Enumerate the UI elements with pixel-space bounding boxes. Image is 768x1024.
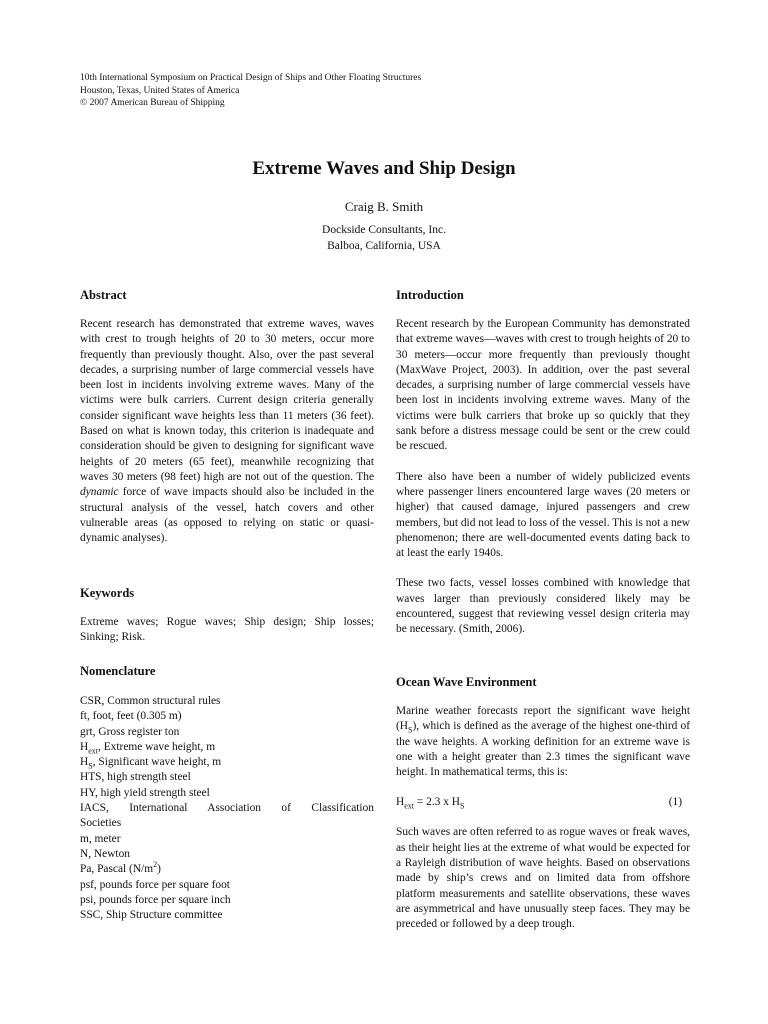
introduction-paragraph-3: These two facts, vessel losses combined with knowledge that waves larger than previously considered likely may be encountered, suggest that reviewing vessel design criteria may be necessary. (Smith, 2006). (396, 577, 690, 636)
affiliation-location: Balboa, California, USA (327, 240, 441, 252)
nomenclature-item: ft, foot, feet (0.305 m) (80, 710, 182, 723)
introduction-section (396, 287, 690, 638)
abstract-heading: Abstract (80, 288, 127, 302)
nomenclature-item: psi, pounds force per square inch (80, 893, 231, 906)
equation-number: (1) (668, 796, 682, 809)
nomenclature-item: HTS, high strength steel (80, 771, 191, 784)
abstract-text-part1: Recent research has demonstrated that extreme waves, waves with crest to trough heights of 20 to 30 meters, occur more frequently than previously thought. Also, over the past several decades, a surprising number of large commercial vessels have been lost in incidents involving extreme waves. Many of the victims were bulk carriers. Current design criteria generally consider significant wave heights less than 11 meters (36 feet). Based on what is known today, this criterion is inadequate and consideration should be given to designing for significant wave heights of 20 meters (65 feet), meanwhile recognizing that waves 30 meters (98 feet) high are not out of the question. The (80, 318, 374, 483)
equation-text: $H_{ext} = 2.3$ x $H_S$ (396, 796, 465, 811)
ocean-wave-section (396, 674, 690, 933)
nomenclature-item: N, Newton (80, 847, 130, 860)
nomenclature-item: Pa, Pascal $(N/m^2)$ (80, 860, 161, 876)
paper-title: Extreme Waves and Ship Design (252, 158, 516, 179)
affiliation-org: Dockside Consultants, Inc. (322, 224, 446, 236)
author-name: Craig B. Smith (344, 199, 424, 214)
nomenclature-list (80, 694, 374, 923)
author-affiliation (0, 222, 768, 254)
nomenclature-item: SSC, Ship Structure committee (80, 909, 223, 922)
conference-location: Houston, Texas, United States of America (80, 85, 240, 96)
introduction-heading: Introduction (396, 288, 464, 302)
abstract-text-part2: force of wave impacts should also be included in the structural analysis of the vessel, hatch covers and other vulnerable areas (as opposed to relying on static or quasi-dynamic analyses). (80, 486, 374, 545)
nomenclature-item: CSR, Common structural rules (80, 695, 221, 707)
nomenclature-item: $H_{ext}$, Extreme wave height, m (80, 740, 216, 756)
ocean-wave-heading: Ocean Wave Environment (396, 675, 537, 689)
abstract-emphasis: dynamic (80, 486, 119, 499)
nomenclature-item: HY, high yield strength steel (80, 786, 210, 799)
copyright-line: © 2007 American Bureau of Shipping (80, 98, 225, 108)
keywords-text: Extreme waves; Rogue waves; Ship design; Ship losses; Sinking; Risk. (80, 616, 374, 644)
nomenclature-item: grt, Gross register ton (80, 725, 180, 738)
equation-1 (396, 795, 690, 810)
keywords-section (80, 585, 374, 646)
keywords-heading: Keywords (80, 586, 135, 600)
introduction-paragraph-1: Recent research by the European Community has demonstrated that extreme waves—waves with crest to trough heights of 20 to 30 meters—occur more frequently than previously thought (MaxWave Project, 2003). In addition, over the past several decades, a surprising number of large commercial vessels have been lost in incidents involving extreme waves. Many of the victims were bulk carriers that broke up so quickly that they sank before a distress message could be sent or the crew could be rescued. (396, 318, 690, 453)
nomenclature-item: $H_S$, Significant wave height, m (80, 756, 222, 771)
introduction-paragraph-2: There also have been a number of widely publicized events where passenger liners encountered large waves (20 meters or higher) that caused damage, injured passengers and crew members, but did not lead to loss of the vessel. This is not a new phenomenon; there are well-documented events dating back to at least the early 1940s. (396, 470, 691, 560)
ocean-wave-paragraph-2: Such waves are often referred to as rogue waves or freak waves, as their height lies at the extreme of what would be expected for a Rayleigh distribution of wave heights. Based on observations made by ship’s crews and on limited data from offshore platform measurements and satellite observations, these waves are asymmetrical and have unusually steep faces. They may be preceded or followed by a deep trough. (396, 826, 690, 931)
abstract-section (80, 287, 374, 546)
nomenclature-item-continued: Societies (80, 817, 122, 830)
conference-name: 10th International Symposium on Practical Design of Ships and Other Floating Structures (80, 73, 422, 83)
nomenclature-item: IACS, International Association of Classification (80, 802, 374, 815)
nomenclature-heading: Nomenclature (80, 664, 156, 678)
nomenclature-section (80, 663, 374, 923)
ocean-wave-paragraph-1: Marine weather forecasts report the significant wave height $(H_S)$, which is defined as the average of the highest one-third of the wave heights. A working definition for an extreme wave is one with a height greater than 2.3 times the significant wave height. In mathematical terms, this is: (396, 705, 690, 779)
abstract-text (80, 317, 374, 546)
conference-header (80, 72, 421, 110)
nomenclature-item: psf, pounds force per square foot (80, 878, 230, 891)
nomenclature-item: m, meter (80, 832, 121, 845)
